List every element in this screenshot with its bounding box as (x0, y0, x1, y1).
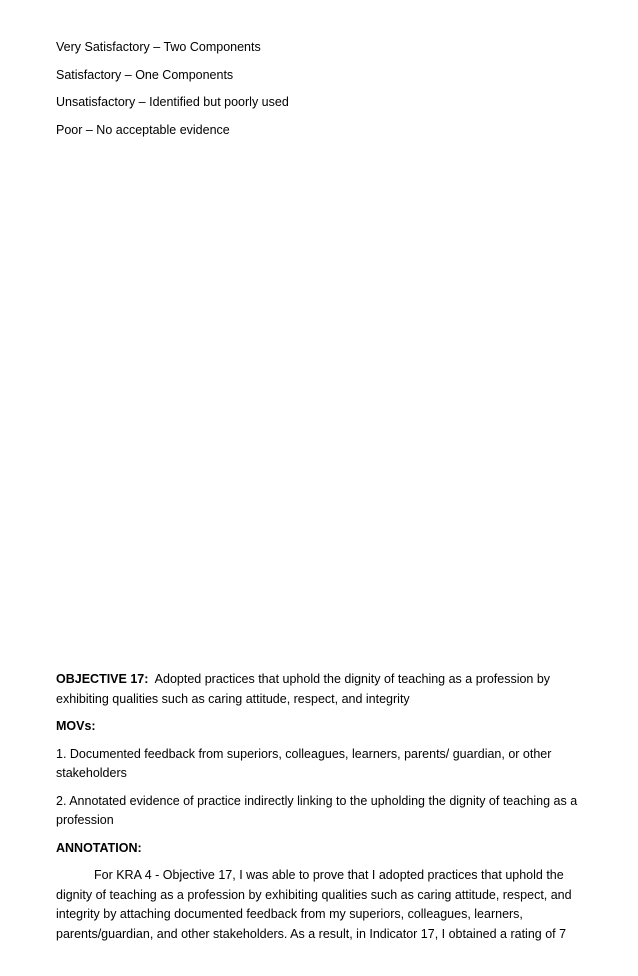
movs-heading: MOVs: (56, 719, 96, 733)
rating-unsatisfactory: Unsatisfactory – Identified but poorly used (56, 95, 289, 109)
annotation-heading: ANNOTATION: (56, 840, 142, 855)
rating-satisfactory: Satisfactory – One Components (56, 67, 234, 82)
mov-item-1: 1. Documented feedback from superiors, colleagues, learners, parents/ guardian, or other stakeholders (56, 746, 552, 780)
mov-item-2: 2. Annotated evidence of practice indirectly linking to the upholding the dignity of teaching as a profession (56, 793, 578, 827)
objective-statement (56, 670, 586, 709)
objective-text: Adopted practices that uphold the dignity of teaching as a profession by exhibiting qualities such as caring attitude, respect, and integrity (56, 672, 551, 706)
objective-label: OBJECTIVE 17: (56, 672, 149, 686)
rating-poor: Poor – No acceptable evidence (56, 122, 230, 137)
rating-scale-list (56, 38, 596, 148)
objective-section (56, 670, 586, 944)
rating-very-satisfactory: Very Satisfactory – Two Components (56, 40, 261, 54)
annotation-body: For KRA 4 - Objective 17, I was able to prove that I adopted practices that uphold the dignity of teaching as a profession by exhibiting qualities such as caring attitude, respect, and integrity by attaching documented feedback from my superiors, colleagues, learners, parents/guardian, and other stakeholders. As a result, in Indicator 17, I obtained a rating of 7 (56, 868, 572, 941)
